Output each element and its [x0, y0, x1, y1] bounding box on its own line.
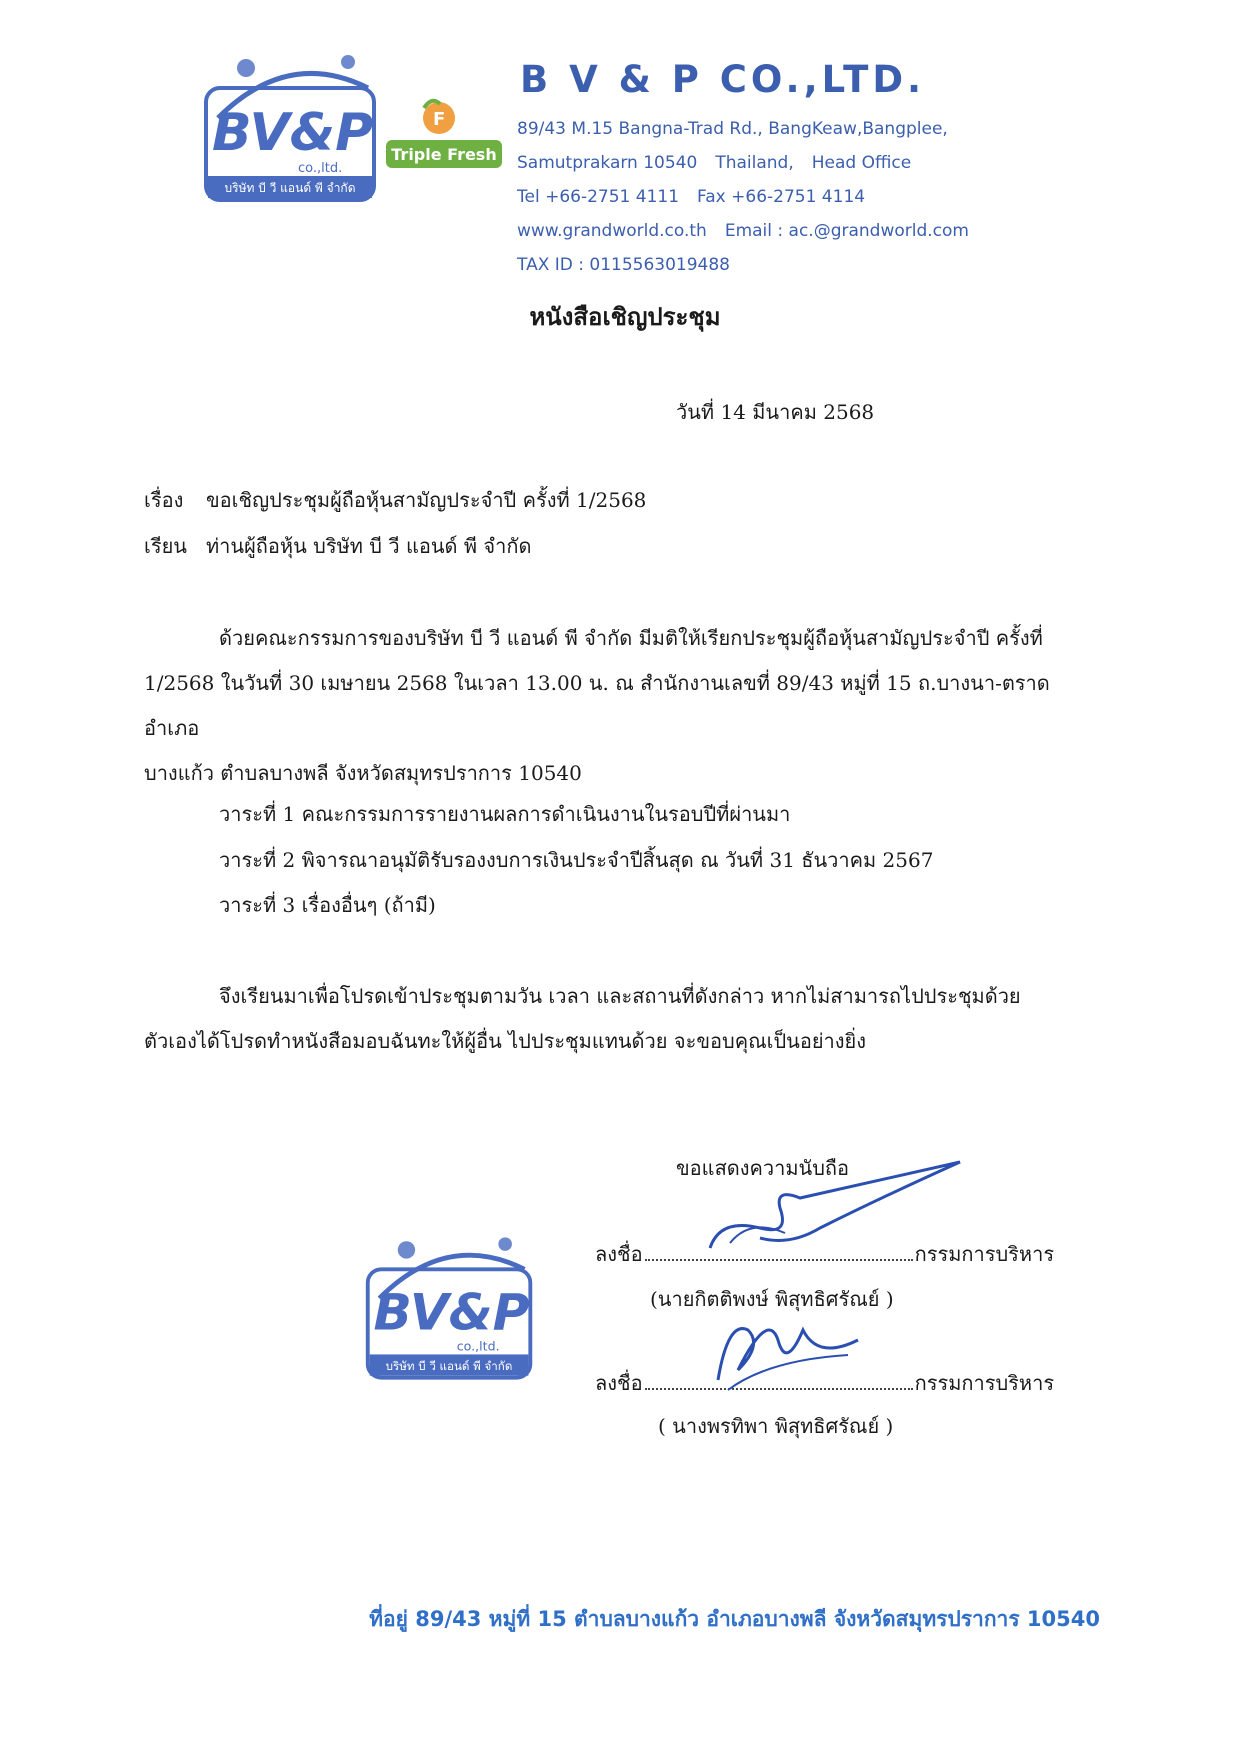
email-link[interactable]: Email : ac.@grandworld.com — [724, 221, 969, 241]
recipient-row — [144, 530, 531, 562]
agenda-item: วาระที่ 3 เรื่องอื่นๆ (ถ้ามี) — [219, 893, 436, 917]
company-name: B V & P CO.,LTD. — [520, 58, 926, 101]
para1-line-1: ด้วยคณะกรรมการของบริษัท บี วี แอนด์ พี จำกัด มีมติให้เรียกประชุมผู้ถือหุ้นสามัญประจำปี ครั้งที่ — [219, 626, 1043, 650]
stamp-band: บริษัท บี วี แอนด์ พี จำกัด — [385, 1358, 513, 1373]
para1-line-2: 1/2568 ในวันที่ 30 เมษายน 2568 ในเวลา 13.00 น. ณ สำนักงานเลขที่ 89/43 หมู่ที่ 15 ถ.บางนา-ตราด อำเภอ — [144, 671, 1050, 740]
tax-id: TAX ID : 0115563019488 — [517, 255, 730, 275]
contact-phone-line — [517, 187, 865, 207]
para1-line-3: บางแก้ว ตำบลบางพลี จังหวัดสมุทรปราการ 10540 — [144, 761, 582, 785]
fax: Fax +66-2751 4114 — [697, 187, 866, 207]
signer-name-1: (นายกิตติพงษ์ พิสุทธิศรัณย์ ) — [650, 1287, 894, 1311]
company-logo — [198, 48, 384, 206]
sign-label: ลงชื่อ — [595, 1371, 643, 1395]
signer-position: กรรมการบริหาร — [914, 1242, 1055, 1266]
recipient-label: เรียน — [144, 534, 187, 558]
closing-text: ขอแสดงความนับถือ — [676, 1156, 850, 1180]
triple-fresh-text: Triple Fresh — [391, 145, 497, 164]
subject-row — [144, 484, 646, 516]
document-date: วันที่ 14 มีนาคม 2568 — [676, 400, 875, 424]
footer-address: ที่อยู่ 89/43 หมู่ที่ 15 ตำบลบางแก้ว อำเภอบางพลี จังหวัดสมุทรปราการ 10540 — [369, 1607, 1100, 1631]
logo-band: บริษัท บี วี แอนด์ พี จำกัด — [224, 181, 356, 195]
address-country: Thailand, — [715, 153, 794, 173]
agenda-item: วาระที่ 2 พิจารณาอนุมัติรับรองงบการเงินประจำปีสิ้นสุด ณ วันที่ 31 ธันวาคม 2567 — [219, 848, 934, 872]
company-stamp — [360, 1228, 540, 1386]
signer-name-2: ( นางพรทิพา พิสุทธิศรัณย์ ) — [658, 1414, 894, 1438]
address-city: Samutprakarn 10540 — [517, 153, 698, 173]
logo-text: BV&P — [212, 103, 374, 163]
body-paragraph-1 — [144, 616, 1094, 796]
para2-line-1: จึงเรียนมาเพื่อโปรดเข้าประชุมตามวัน เวลา และสถานที่ดังกล่าว หากไม่สามารถไปประชุมด้วย — [219, 984, 1021, 1008]
agenda-item: วาระที่ 1 คณะกรรมการรายงานผลการดำเนินงานในรอบปีที่ผ่านมา — [219, 802, 791, 826]
signature-2-scribble — [708, 1300, 868, 1400]
logo-sub: co.,ltd. — [298, 161, 343, 176]
svg-text:F: F — [433, 109, 446, 130]
para2-line-2: ตัวเองได้โปรดทำหนังสือมอบฉันทะให้ผู้อื่น ไปประชุมแทนด้วย จะขอบคุณเป็นอย่างยิ่ง — [144, 1029, 867, 1053]
website-link[interactable]: www.grandworld.co.th — [517, 221, 707, 241]
contact-web-line — [517, 221, 969, 241]
tel: Tel +66-2751 4111 — [517, 187, 680, 207]
recipient-text: ท่านผู้ถือหุ้น บริษัท บี วี แอนด์ พี จำกัด — [206, 534, 532, 558]
address-line-1: 89/43 M.15 Bangna-Trad Rd., BangKeaw,Bangplee, — [517, 119, 948, 139]
signer-position: กรรมการบริหาร — [914, 1371, 1055, 1395]
body-paragraph-2 — [144, 974, 1094, 1064]
subject-label: เรื่อง — [144, 488, 184, 512]
triple-fresh-logo — [384, 96, 504, 174]
address-office: Head Office — [811, 153, 912, 173]
stamp-logo-text: BV&P — [373, 1282, 530, 1342]
address-line-2 — [517, 153, 911, 173]
signature-1-scribble — [700, 1158, 970, 1258]
stamp-logo-sub: co.,ltd. — [456, 1338, 500, 1354]
sign-label: ลงชื่อ — [595, 1242, 643, 1266]
subject-text: ขอเชิญประชุมผู้ถือหุ้นสามัญประจำปี ครั้งที่ 1/2568 — [206, 488, 647, 512]
document-title: หนังสือเชิญประชุม — [529, 302, 721, 331]
